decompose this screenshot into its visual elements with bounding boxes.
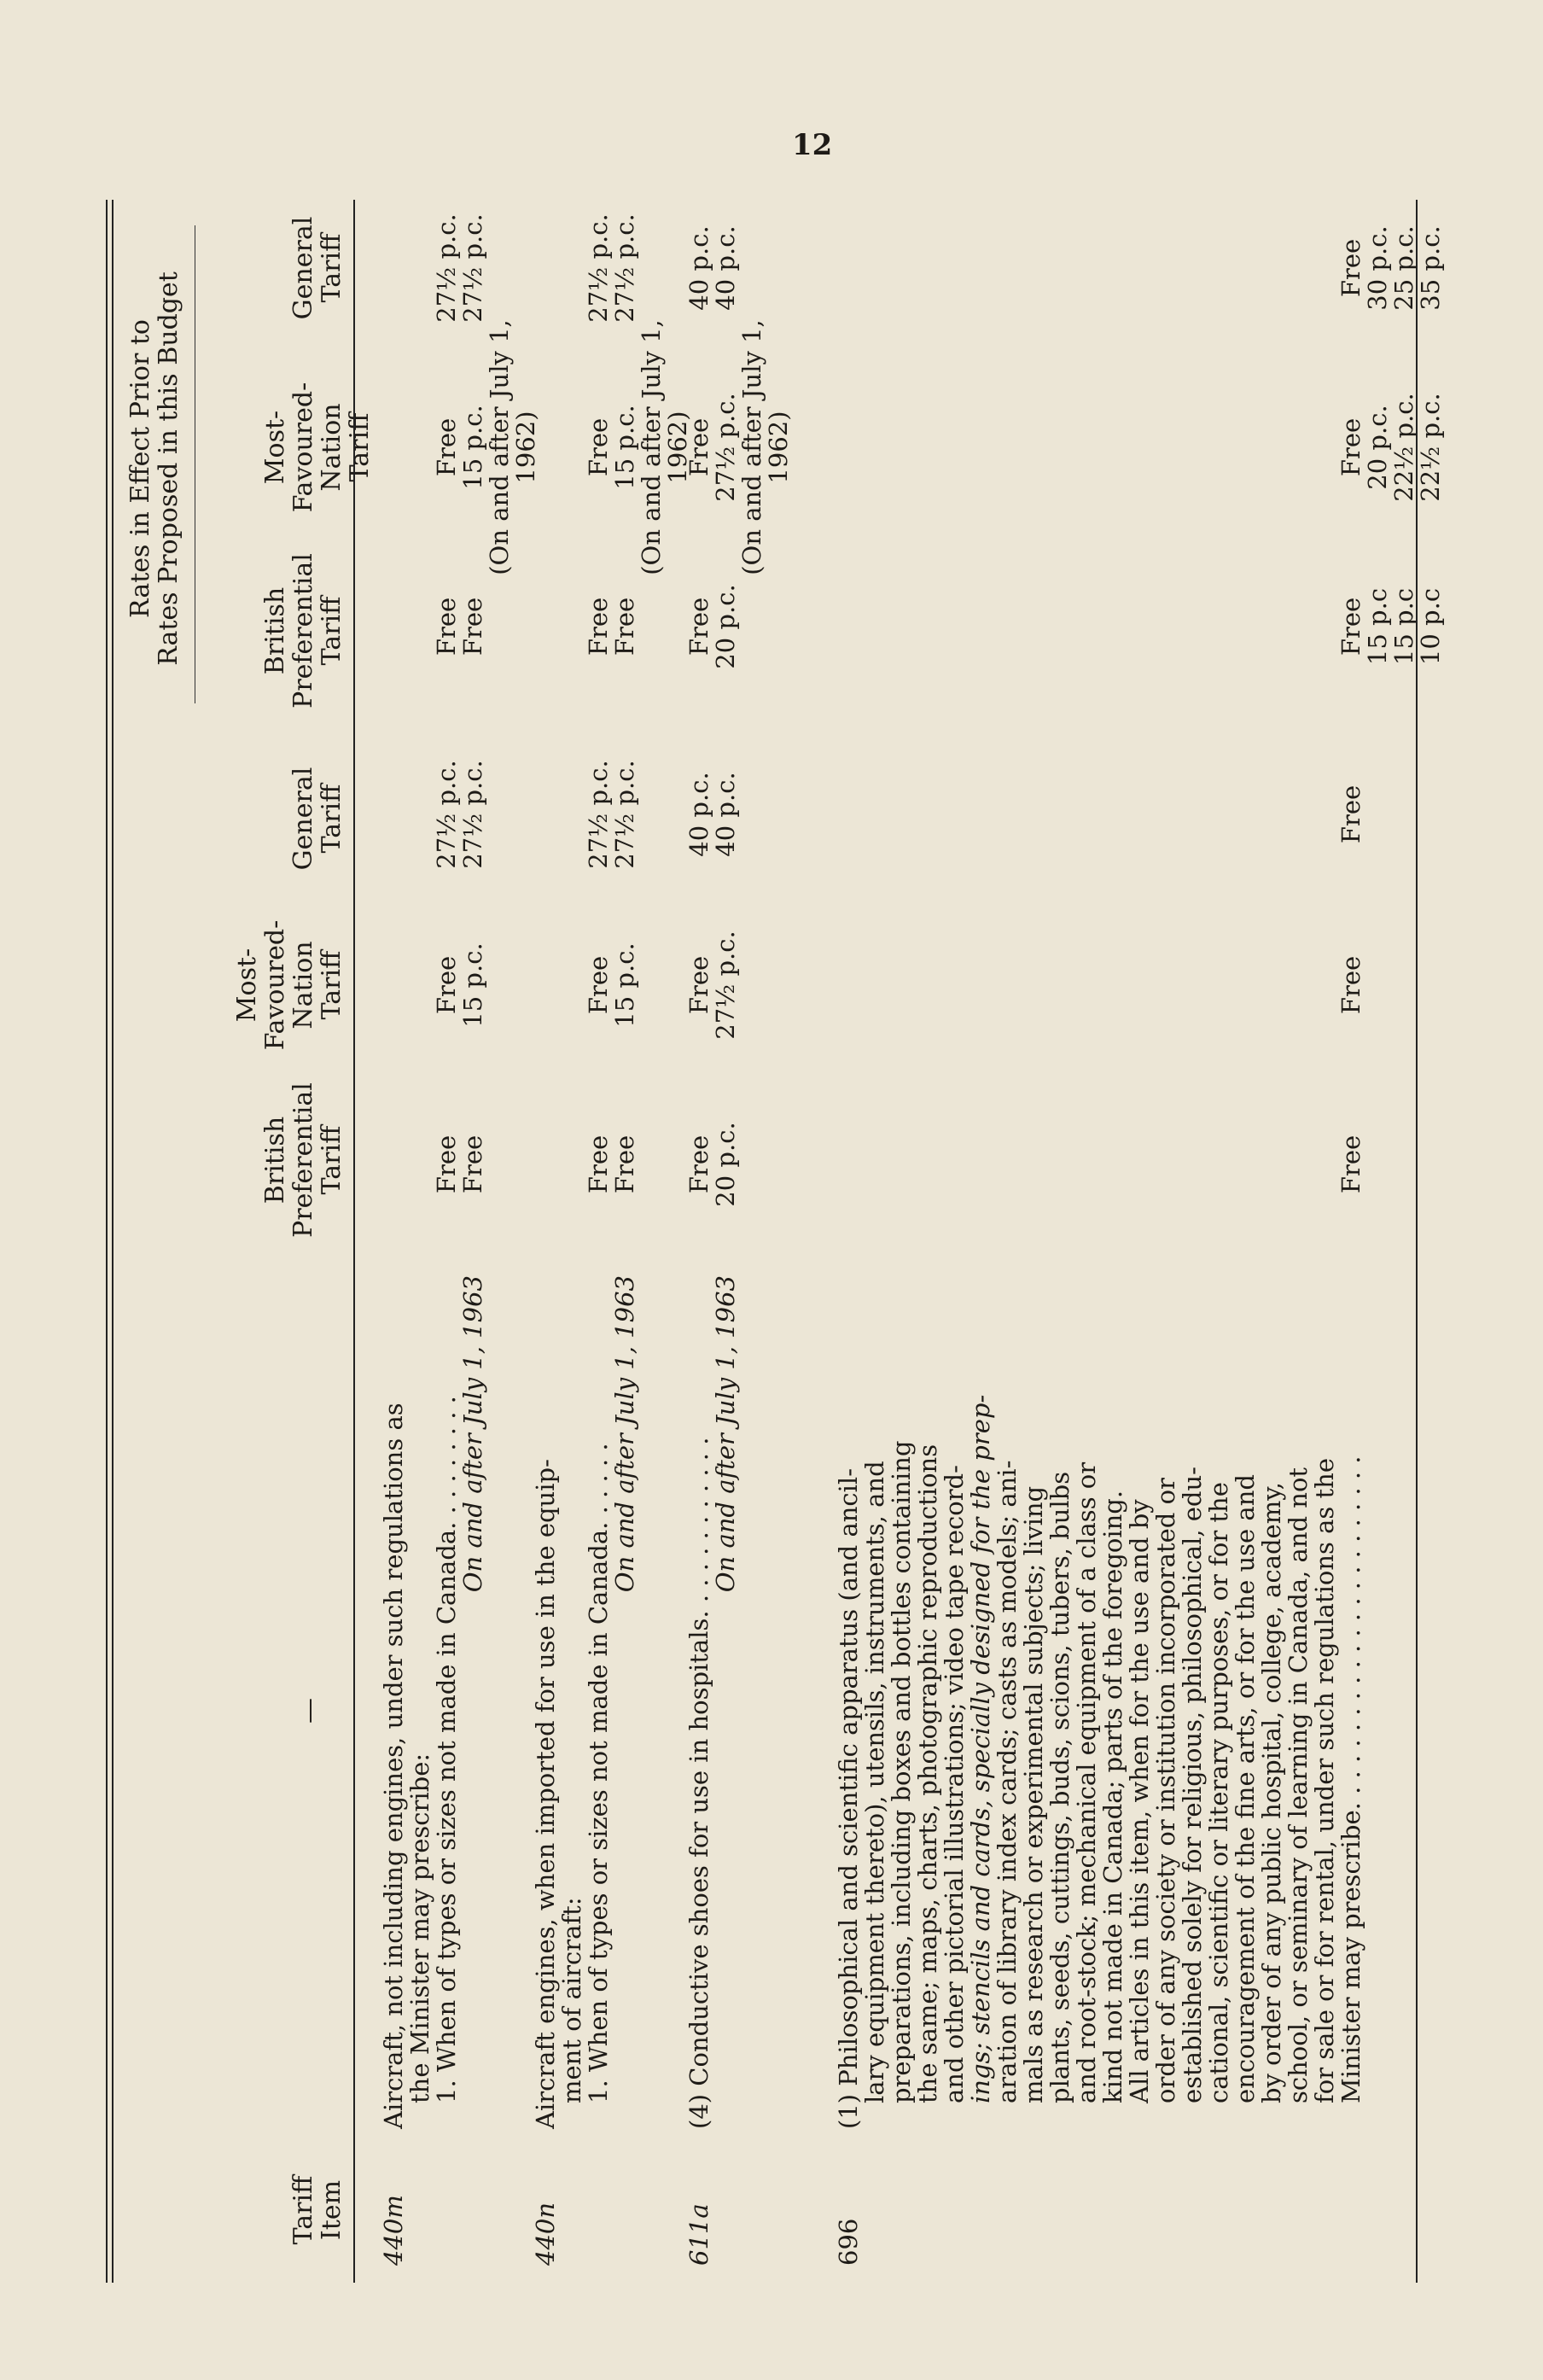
rate: 27½ p.c. [432, 213, 461, 323]
desc-line: ings; stencils and cards, specially designed for the prep- [966, 1394, 995, 2103]
header-text: Rates Proposed in this Budget [154, 271, 183, 666]
page-number: 12 [792, 128, 833, 162]
gen-rates [434, 729, 486, 900]
rate: 22½ p.c. [1416, 393, 1445, 502]
rate: Free [684, 1135, 713, 1194]
header-text: Item [317, 2179, 346, 2241]
header-mfn [233, 900, 346, 1070]
rate: 35 p.c. [1416, 225, 1445, 311]
mfn-rates [1338, 900, 1365, 1070]
bp-rates [686, 1079, 739, 1250]
gen-rates [1338, 729, 1365, 900]
header-text: General [288, 767, 318, 871]
rate: 15 p.c. [458, 942, 487, 1028]
rate: 27½ p.c. [432, 760, 461, 869]
tariff-table [106, 200, 1445, 2283]
desc-date: On and after July 1, 1963 [711, 1275, 740, 1593]
header-prior-group [126, 225, 183, 712]
rate: Free [432, 955, 461, 1015]
bp-rates [585, 1079, 638, 1250]
prior-mfn-rates [686, 311, 792, 584]
desc-line: the same; maps, charts, photographic reproductions [913, 1444, 942, 2103]
rate: 25 p.c. [1389, 225, 1418, 311]
rate: 27½ p.c. [610, 213, 639, 323]
header-text: Rates in Effect Prior to [125, 319, 155, 618]
gen-rates [686, 729, 739, 900]
prior-mfn-rates [585, 311, 691, 584]
desc-line: and root-stock; mechanical equipment of a class or [1072, 1461, 1101, 2103]
desc-line: cational, scientific or literary purposes, or for the [1204, 1482, 1233, 2103]
rate: Free [432, 1135, 461, 1194]
mfn-rates [434, 900, 486, 1070]
rate: Free [1336, 785, 1365, 844]
rate: 27½ p.c. [711, 393, 740, 502]
rate: 15 p.c [1363, 587, 1392, 666]
desc-line: for sale or for rental, under such regulations as the [1310, 1457, 1339, 2103]
rate: 20 p.c. [1363, 405, 1392, 490]
header-text: British [260, 1116, 290, 1205]
rate: 27½ p.c. [584, 760, 613, 869]
mfn-rates [585, 900, 638, 1070]
rate: 30 p.c. [1363, 225, 1392, 311]
header-text: Tariff [317, 1125, 346, 1195]
rate: Free [1336, 597, 1365, 656]
mfn-rates [686, 900, 739, 1070]
rate: Free [684, 955, 713, 1015]
header-text: Favoured- [260, 919, 290, 1051]
desc-line: aration of library index cards; casts as models; ani- [993, 1460, 1022, 2103]
header-text: Most- [232, 948, 262, 1023]
desc-line: preparations, including boxes and bottles containing [887, 1440, 916, 2103]
item-description [686, 1267, 739, 2129]
prior-mfn-rates [1338, 345, 1444, 550]
item-description [533, 1267, 638, 2129]
rate: Free [684, 417, 713, 477]
rate: Free [1336, 955, 1365, 1015]
rate: Free [584, 417, 613, 477]
desc-line: Minister may prescribe. . . . . . . . . . . . . . . . . . . . . . . [1336, 1455, 1365, 2103]
rate-note: (On and after July 1, 1962) [737, 319, 793, 575]
header-text: Favoured-Nation [288, 382, 346, 513]
prior-gen-rates [585, 200, 638, 336]
rate: Free [584, 597, 613, 656]
rate: Free [432, 417, 461, 477]
desc-date: On and after July 1, 1963 [458, 1275, 487, 1593]
header-prior-gen [289, 200, 346, 336]
rate: 40 p.c. [684, 772, 713, 857]
gen-rates [585, 729, 638, 900]
desc-line: by order of any public hospital, college, academy, [1257, 1482, 1286, 2103]
header-text: Preferential [288, 1082, 318, 1238]
header-text: General [288, 216, 318, 320]
desc-line: Aircraft engines, when imported for use in the equip- [531, 1459, 560, 2129]
desc-line: school, or seminary of learning in Canada, and not [1284, 1467, 1313, 2103]
header-gen [289, 738, 346, 900]
rate: Free [458, 597, 487, 656]
prior-bp-rates [1338, 541, 1444, 712]
header-text: Preferential [288, 553, 318, 709]
bp-rates [1338, 1079, 1365, 1250]
rate-note: (On and after July 1, 1962) [637, 319, 692, 575]
rate: 40 p.c. [711, 772, 740, 857]
rate: 40 p.c. [684, 225, 713, 311]
item-description [836, 1267, 1365, 2129]
header-dash: — [294, 1698, 324, 1724]
rate: 27½ p.c. [458, 213, 487, 323]
rate: 27½ p.c. [711, 930, 740, 1040]
header-prior-bp [261, 550, 346, 712]
rate: 27½ p.c. [458, 760, 487, 869]
rate-note: (On and after July 1, 1962) [485, 319, 540, 575]
desc-line: lary equipment thereto), utensils, instruments, and [860, 1461, 889, 2103]
prior-mfn-rates [434, 311, 539, 584]
desc-line: 1. When of types or sizes not made in Canada. . . . . . . . . [432, 1396, 461, 2103]
header-text: Tariff [288, 2175, 318, 2245]
header-text: Tariff [317, 596, 346, 666]
rate: 22½ p.c. [1389, 393, 1418, 502]
desc-line: ment of aircraft: [557, 1897, 586, 2103]
rate: Free [610, 1135, 639, 1194]
rate: 27½ p.c. [584, 213, 613, 323]
item-description [381, 1267, 486, 2129]
prior-gen-rates [686, 200, 739, 336]
tariff-item: 611a [684, 2203, 713, 2266]
rate: 20 p.c. [711, 1122, 740, 1207]
bottom-rule [1416, 200, 1418, 2283]
top-rule-2 [112, 200, 114, 2283]
prior-gen-rates [434, 200, 486, 336]
rate: Free [584, 1135, 613, 1194]
desc-line: All articles in this item, when for the use and by [1125, 1499, 1154, 2103]
desc-line: order of any society or institution incorporated or [1151, 1478, 1180, 2103]
header-text: Tariff [317, 784, 346, 854]
rate: 15 p.c. [458, 405, 487, 490]
desc-line: (4) Conductive shoes for use in hospitals. . . . . . . . . . . . [684, 1437, 713, 2129]
rate: 20 p.c. [711, 584, 740, 669]
header-prior-mfn [261, 345, 374, 550]
desc-line: (1) Philosophical and scientific apparatus (and ancil- [834, 1467, 863, 2129]
desc-line [612, 1267, 638, 2129]
desc-line: Aircraft, not including engines, under such regulations as [379, 1403, 408, 2129]
prior-gen-rates [1338, 200, 1444, 336]
header-text: Nation [288, 941, 318, 1030]
rate: Free [1336, 1135, 1365, 1194]
desc-line [460, 1267, 486, 2129]
rate: Free [1336, 238, 1365, 298]
header-text: British [260, 586, 290, 675]
bp-rates [434, 1079, 486, 1250]
tariff-item: 696 [834, 2218, 863, 2266]
rate: 10 p.c [1416, 587, 1445, 666]
header-text: Most- [260, 410, 290, 485]
tariff-item: 440n [531, 2202, 560, 2266]
desc-line: the Minister may prescribe: [405, 1753, 434, 2103]
desc-line: kind not made in Canada; parts of the foregoing. [1098, 1490, 1127, 2103]
rate: Free [458, 1135, 487, 1194]
rate: Free [684, 597, 713, 656]
rate: 15 p.c [1389, 587, 1418, 666]
top-rule [106, 200, 108, 2283]
header-tariff-item [289, 2138, 346, 2283]
rate: 40 p.c. [711, 225, 740, 311]
rate: 15 p.c. [610, 942, 639, 1028]
desc-line: established solely for religious, philosophical, edu- [1178, 1467, 1207, 2103]
tariff-item: 440m [379, 2195, 408, 2266]
rate: 27½ p.c. [610, 760, 639, 869]
header-rule [353, 200, 355, 2283]
header-bp [261, 1070, 346, 1250]
rate: Free [610, 597, 639, 656]
desc-line [713, 1267, 739, 2129]
desc-line: encouragement of the fine arts, or for the use and [1231, 1474, 1260, 2103]
header-text: Tariff [345, 412, 375, 482]
desc-line: and other pictorial illustrations; video tape record- [940, 1465, 969, 2103]
desc-line: plants, seeds, cuttings, buds, scions, tubers, bulbs [1045, 1471, 1074, 2103]
header-text: Tariff [317, 950, 346, 1020]
rate: Free [1336, 417, 1365, 477]
header-text: Tariff [317, 233, 346, 303]
desc-line: 1. When of types or sizes not made in Canada. . . . . . [584, 1443, 613, 2103]
desc-line: mals as research or experimental subjects; living [1019, 1485, 1048, 2103]
rate: Free [584, 955, 613, 1015]
rate: Free [432, 597, 461, 656]
desc-date: On and after July 1, 1963 [610, 1275, 639, 1593]
rate: 15 p.c. [610, 405, 639, 490]
